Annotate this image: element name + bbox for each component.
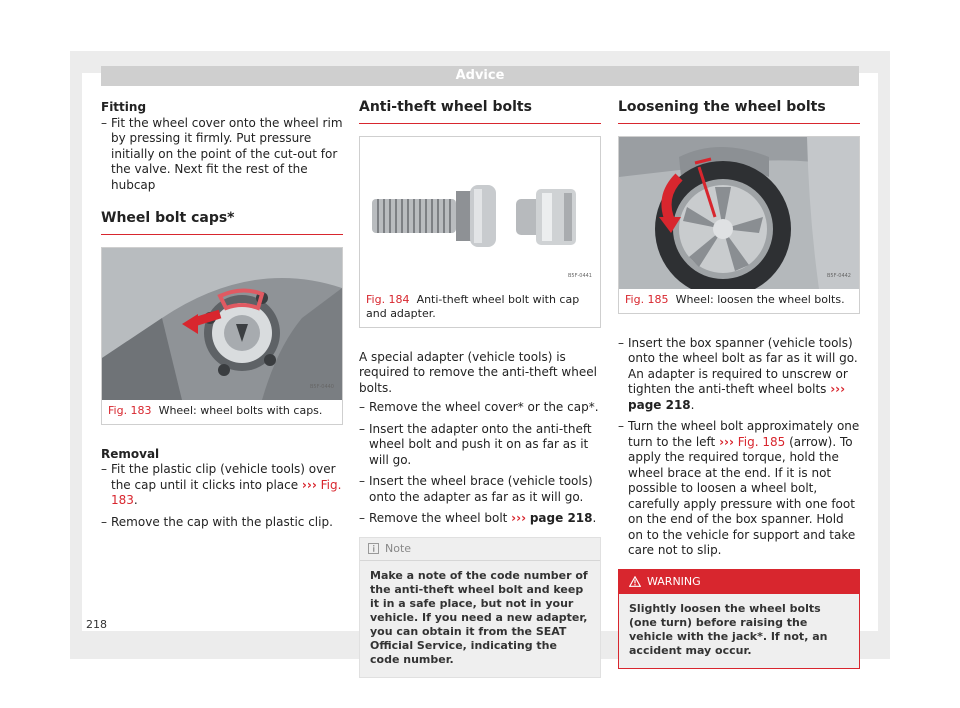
loosening-steps — [618, 336, 860, 559]
cross-ref-arrow: ››› — [719, 434, 734, 449]
fitting-list — [101, 116, 343, 194]
step-item — [618, 419, 860, 559]
step-item-end: . — [592, 511, 597, 525]
step-item-text: Remove the wheel bolt — [369, 511, 512, 525]
note-icon — [368, 543, 379, 554]
step-item: – Insert the adapter onto the anti-theft wheel bolt and push it on as far as it will go. — [359, 422, 601, 469]
wheel-caps-drawing — [102, 248, 342, 400]
removal-item: – Remove the cap with the plastic clip. — [101, 515, 343, 531]
figure-185 — [618, 136, 860, 314]
wheel-bolt-caps-illustration — [102, 248, 342, 400]
page-218-link[interactable]: page 218 — [529, 511, 593, 525]
loosening-wheel-drawing — [619, 137, 859, 289]
anti-theft-steps — [359, 400, 601, 527]
cross-ref-arrow: ››› — [301, 477, 317, 492]
removal-list — [101, 462, 343, 530]
column-middle — [359, 100, 601, 678]
column-right — [618, 100, 860, 669]
figure-caption-text: Anti-theft wheel bolt with cap and adapter. — [366, 292, 580, 320]
warning-title: WARNING — [647, 574, 701, 588]
figure-code: B5F-0440 — [309, 384, 334, 390]
figure-caption — [102, 400, 342, 424]
step-item — [359, 511, 601, 527]
column-left — [101, 100, 343, 536]
note-body: Make a note of the code number of the anti-theft wheel bolt and keep it in a safe place, but not in your vehicle. If you need a new adapter, you can obtain it from the SEAT Official Service, indicating the code number. — [370, 568, 588, 666]
page-218-link[interactable]: page 218 — [628, 397, 691, 412]
removal-heading: Removal — [101, 446, 160, 461]
step-item: – Insert the wheel brace (vehicle tools) onto the adapter as far as it will go. — [359, 474, 601, 505]
figure-label: Fig. 183 — [108, 403, 152, 417]
figure-caption — [360, 289, 600, 327]
figure-caption — [619, 289, 859, 313]
figure-label: Fig. 185 — [625, 292, 669, 306]
section-title-wheel-bolt-caps: Wheel bolt caps* — [101, 211, 343, 235]
section-title-anti-theft: Anti-theft wheel bolts — [359, 100, 601, 124]
removal-item-text: Fit the plastic clip (vehicle tools) over the cap until it clicks into place — [111, 462, 336, 492]
cross-ref-arrow: ››› — [830, 382, 846, 396]
step-item-text: Insert the box spanner (vehicle tools) onto the wheel bolt as far as it will go. An adapter is required to unscrew or tighten the anti-theft wheel bolts — [628, 335, 858, 396]
warning-triangle-icon — [629, 576, 641, 587]
step-item-end: (arrow). To apply the required torque, hold the wheel brace at the end. If it is not possible to loosen a wheel bolt, carefully apply pressure with one foot on the end of the box spanner. Hold on to the vehicle for support and take care not to slip. — [628, 434, 856, 557]
figure-caption-text: Wheel: wheel bolts with caps. — [158, 403, 323, 417]
note-header — [360, 538, 600, 561]
anti-theft-bolt-illustration — [360, 137, 600, 289]
anti-theft-intro: A special adapter (vehicle tools) is required to remove the anti-theft wheel bolts. — [359, 349, 597, 395]
removal-item-end: . — [133, 493, 138, 507]
step-item-end: . — [690, 397, 695, 412]
anti-theft-bolt-drawing — [360, 137, 600, 289]
note-box — [359, 537, 601, 678]
figure-label: Fig. 184 — [366, 292, 410, 306]
fig-185-link[interactable]: Fig. 185 — [737, 434, 786, 449]
removal-item — [101, 462, 343, 509]
step-item — [618, 336, 860, 414]
figure-184 — [359, 136, 601, 328]
fitting-item: – Fit the wheel cover onto the wheel rim by pressing it firmly. Put pressure initially on the point of the cut-out for the valve. Next fit the rest of the hubcap — [101, 116, 343, 194]
section-header-bar: Advice — [101, 66, 859, 86]
step-item-text: Turn the wheel bolt approximately one turn to the left — [628, 419, 860, 449]
warning-box — [618, 569, 860, 669]
loosening-bolts-illustration — [619, 137, 859, 289]
cross-ref-arrow: ››› — [511, 511, 527, 525]
figure-183 — [101, 247, 343, 425]
figure-code: B5F-0442 — [826, 273, 851, 279]
page-number: 218 — [86, 618, 107, 631]
fig-183-link[interactable]: Fig. 183 — [111, 477, 342, 507]
section-title-loosening: Loosening the wheel bolts — [618, 100, 860, 124]
figure-code: B5F-0441 — [567, 273, 592, 279]
warning-body: Slightly loosen the wheel bolts (one turn) before raising the vehicle with the jack*. If not, an accident may occur. — [619, 594, 859, 668]
warning-header — [619, 570, 859, 594]
figure-caption-text: Wheel: loosen the wheel bolts. — [675, 292, 845, 306]
step-item: – Remove the wheel cover* or the cap*. — [359, 400, 601, 416]
fitting-heading: Fitting — [101, 100, 147, 114]
note-title: Note — [385, 541, 412, 555]
